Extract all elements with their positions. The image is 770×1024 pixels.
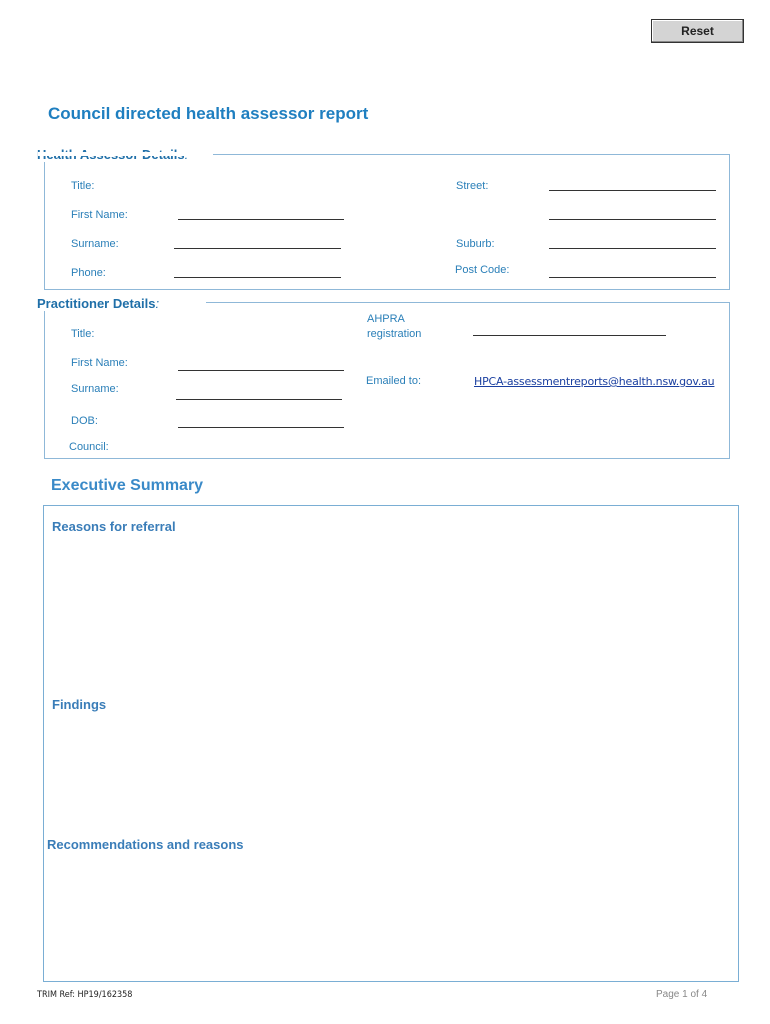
pr-emailed-label: Emailed to: [366,375,422,387]
pr-dob-field[interactable] [178,427,344,428]
pr-ahpra-label-2: registration [367,328,422,340]
ha-street-field[interactable] [549,190,716,191]
pr-first-name-label: First Name: [71,357,128,369]
trim-ref: TRIM Ref: HP19/162358 [37,990,133,1000]
recommendations-heading: Recommendations and reasons [47,837,244,852]
findings-heading: Findings [52,697,107,712]
ha-street-label: Street: [456,180,489,192]
reset-button[interactable]: Reset [651,19,744,43]
practitioner-legend-text: Practitioner Details [37,296,156,311]
page-title: Council directed health assessor report [48,104,369,123]
pr-title-label: Title: [71,328,95,340]
legend-gap [38,152,213,156]
email-link[interactable]: HPCA-assessmentreports@health.nsw.gov.au [474,375,715,388]
reasons-for-referral-heading: Reasons for referral [52,519,176,534]
ha-first-name-label: First Name: [71,209,128,221]
executive-summary-title: Executive Summary [51,477,204,494]
page-number: Page 1 of 4 [656,989,708,1000]
legend-colon-2: : [155,296,160,311]
ha-surname-label: Surname: [71,238,119,250]
reasons-for-referral-field[interactable] [50,538,730,688]
findings-field[interactable] [50,716,730,831]
pr-dob-label: DOB: [71,415,98,427]
pr-council-label: Council: [69,441,109,453]
practitioner-legend [37,296,163,311]
pr-ahpra-label-1: AHPRA [367,313,405,325]
ha-postcode-label: Post Code: [455,264,510,276]
ha-surname-field[interactable] [174,248,341,249]
pr-surname-field[interactable] [176,399,342,400]
ha-street-field-2[interactable] [549,219,716,220]
health-assessor-box [44,154,730,290]
ha-phone-field[interactable] [174,277,341,278]
ha-phone-label: Phone: [71,267,106,279]
pr-surname-label: Surname: [71,383,119,395]
ha-suburb-label: Suburb: [456,238,495,250]
pr-ahpra-field[interactable] [473,335,666,336]
recommendations-field[interactable] [50,856,730,976]
ha-first-name-field[interactable] [178,219,344,220]
ha-title-label: Title: [71,180,95,192]
ha-suburb-field[interactable] [549,248,716,249]
ha-postcode-field[interactable] [549,277,716,278]
pr-first-name-field[interactable] [178,370,344,371]
